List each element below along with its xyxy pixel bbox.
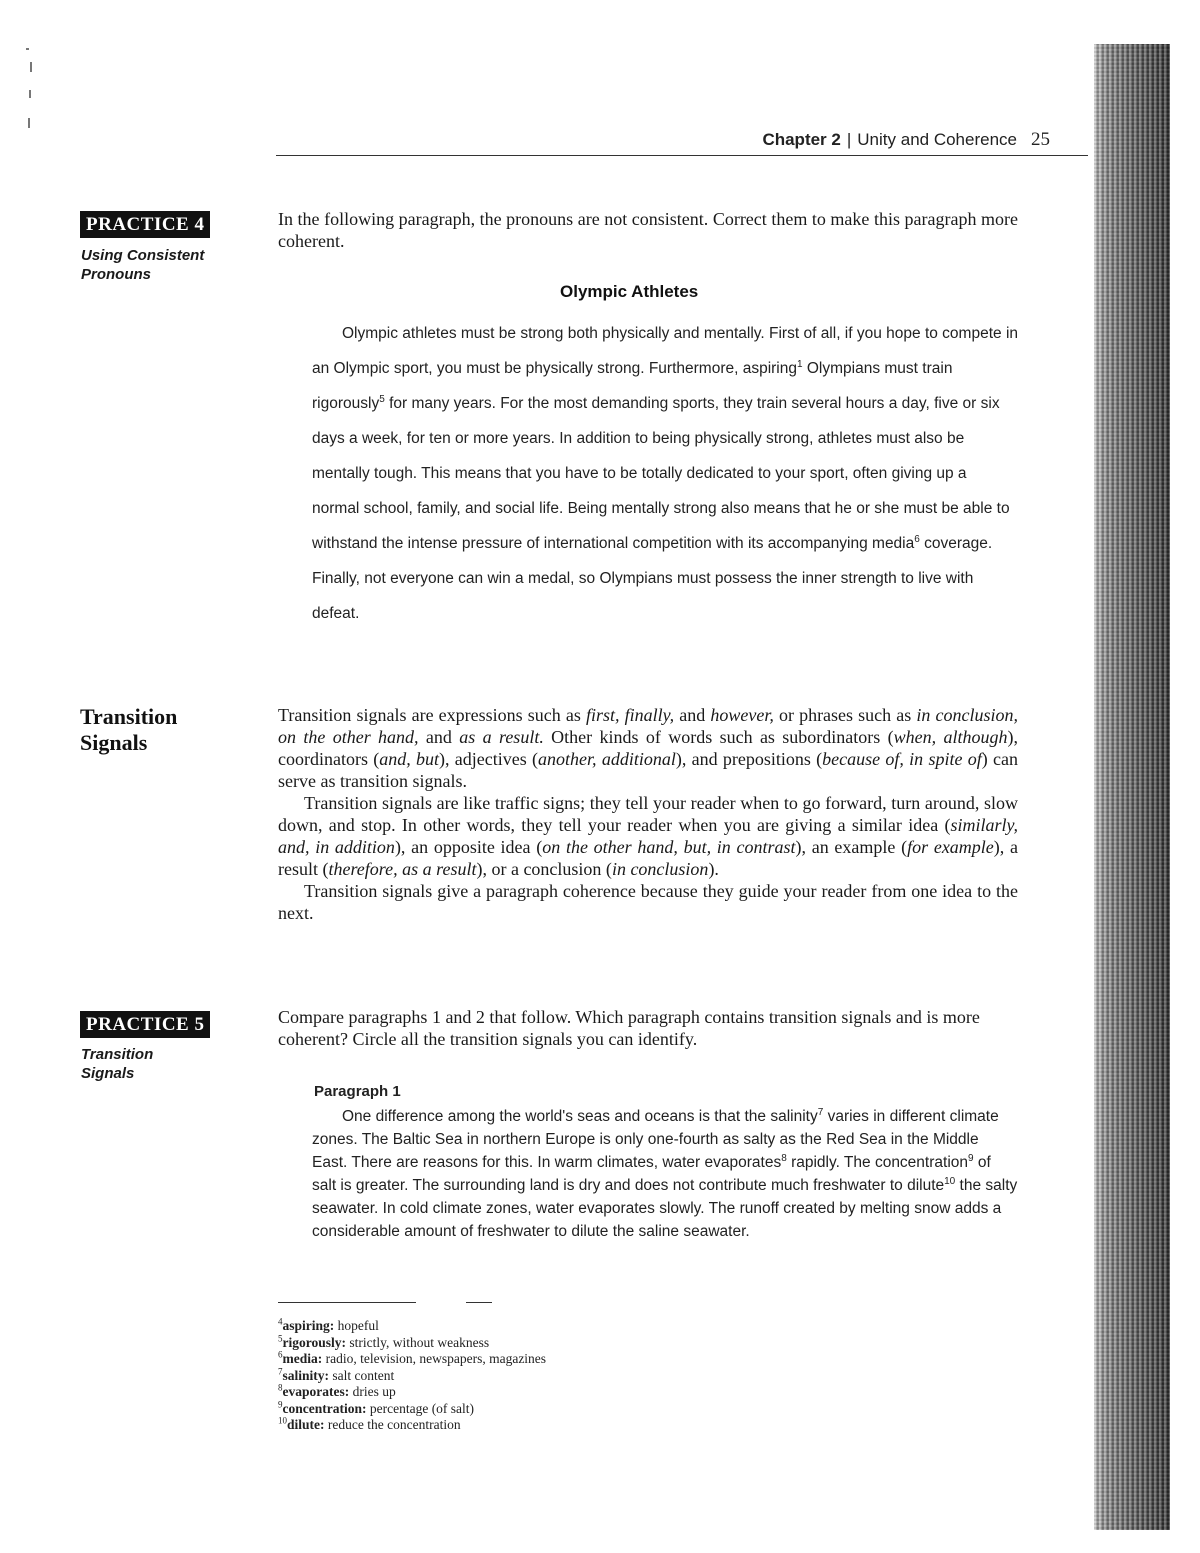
text-run: for many years. For the most demanding sports, they train several hours a day, five or six days a week, for ten or more years. In addition to being physically strong, athletes must also be mentally tough. This means that you have to be totally dedicated to your sport, often giving up a normal school, family, and social life. Being mentally strong also means that he or she must be able to withstand the intense pressure of international competition with its accompanying media (312, 395, 1010, 552)
italic-term: when, although (893, 727, 1008, 747)
text-run: Transition signals are expressions such as (278, 705, 586, 725)
footnote (278, 1417, 778, 1434)
practice-5-subtitle (81, 1045, 153, 1083)
chapter-label: Chapter 2 (762, 130, 841, 149)
text-run: Olympic athletes must be strong both physically and mentally. First of all, if you hope to compete in an Olympic sport, you must be physically strong. Furthermore, aspiring (312, 325, 1019, 377)
section-heading (80, 704, 177, 756)
paragraph-1-label: Paragraph 1 (314, 1083, 401, 1100)
footnote-term: rigorously: (282, 1334, 346, 1350)
practice-4-subtitle (81, 246, 204, 284)
footnote-number: 4 (278, 1316, 283, 1327)
footnote-definition: hopeful (334, 1318, 379, 1333)
essay-title: Olympic Athletes (560, 282, 699, 301)
text-run: ), adjectives ( (439, 749, 539, 769)
text-run: ), coordinators ( (278, 727, 1018, 769)
text-run: rapidly. The concentration (786, 1154, 969, 1171)
practice-4-badge: PRACTICE 4 (80, 211, 210, 238)
footnote (278, 1335, 778, 1352)
italic-term: on the other hand, but, in contrast (542, 837, 796, 857)
footnote-term: salinity: (282, 1367, 330, 1383)
italic-term: and, but (379, 749, 440, 769)
footnote (278, 1401, 778, 1418)
paragraph-1-text (312, 1105, 1018, 1243)
footnote-definition: percentage (of salt) (366, 1400, 475, 1416)
olympic-athletes-paragraph (312, 316, 1018, 631)
footnote-term: concentration: (282, 1400, 367, 1416)
italic-term: in conclusion (611, 859, 709, 879)
practice-5-instructions: Compare paragraphs 1 and 2 that follow. Which paragraph contains transition signals and is more coherent? Circle all the transition signals you can identify. (278, 1007, 980, 1049)
text-run: coverage. Finally, not everyone can win a medal, so Olympians must possess the inner strength to live with defeat. (312, 535, 993, 622)
text-run: ), and prepositions ( (675, 749, 823, 769)
footnote-ref: 5 (379, 393, 385, 405)
practice-4-subtitle-line2: Pronouns (81, 266, 151, 283)
footnote-definition: strictly, without weakness (346, 1334, 490, 1350)
practice-4-instructions: In the following paragraph, the pronouns are not consistent. Correct them to make this paragraph more coherent. (278, 209, 1018, 251)
page-number: 25 (1031, 129, 1050, 150)
footnote-number: 9 (278, 1399, 283, 1409)
practice-5-subtitle-line1: Transition (81, 1046, 154, 1063)
text-run: Transition signals are like traffic signs; they tell your reader when to go forward, turn around, slow down, and stop. In other words, they tell your reader when you are giving a similar idea ( (278, 793, 1018, 835)
header-separator: | (846, 130, 852, 149)
footnote-definition: salt content (329, 1367, 395, 1383)
practice-4-subtitle-line1: Using Consistent (81, 247, 205, 264)
footnote-ref: 6 (914, 533, 920, 545)
footnote-ref: 9 (968, 1152, 974, 1164)
footnote-term: dilute: (287, 1417, 325, 1432)
text-run: ) can serve as transition signals. (278, 749, 1018, 791)
text-run: or phrases such as (773, 705, 917, 725)
footnote-definition: radio, television, newspapers, magazines (322, 1351, 547, 1366)
footnote-term: media: (282, 1351, 323, 1366)
text-run: the salty seawater. In cold climate zones, water evaporates slowly. The runoff created by melting snow adds a considerable amount of freshwater to dilute the saline seawater. (312, 1177, 1018, 1240)
practice-5-badge: PRACTICE 5 (80, 1011, 210, 1038)
text-run: ), an example ( (795, 837, 908, 857)
footnotes (278, 1318, 778, 1434)
transition-paragraph (278, 704, 1018, 792)
text-run: of salt is greater. The surrounding land is dry and does not contribute much freshwater to dilute (312, 1154, 991, 1194)
footnote-ref: 10 (944, 1175, 956, 1187)
italic-term: in conclusion, on the other hand, (278, 705, 1018, 747)
footnote-ref: 7 (817, 1106, 824, 1118)
text-run: Transition signals give a paragraph coherence because they guide your reader from one idea to the next. (278, 881, 1018, 923)
footnote-number: 7 (278, 1366, 283, 1376)
italic-term: because of, in spite of (822, 749, 982, 769)
chapter-title: Unity and Coherence (857, 130, 1017, 149)
text-run: varies in different climate zones. The Baltic Sea in northern Europe is only one-fourth as salty as the Red Sea in the Middle East. There are reasons for this. In warm climates, water evaporates (312, 1108, 999, 1171)
practice-5-subtitle-line2: Signals (81, 1065, 135, 1082)
footnote-rule (278, 1302, 416, 1303)
footnote-term: evaporates: (282, 1384, 350, 1399)
footnote-definition: reduce the concentration (324, 1417, 461, 1432)
scan-speck (30, 62, 32, 72)
text-run: ), or a conclusion ( (476, 859, 612, 879)
italic-term: similarly, and, in addition (278, 815, 1018, 857)
transition-paragraph (278, 880, 1018, 924)
footnote-definition: dries up (349, 1384, 396, 1399)
scan-speck (26, 48, 29, 50)
header-rule (276, 155, 1088, 156)
text-run: ), an opposite idea ( (394, 837, 543, 857)
footnote (278, 1384, 778, 1401)
footnote (278, 1351, 778, 1368)
italic-term: another, additional (538, 749, 676, 769)
text-run: One difference among the world's seas and oceans is that the salinity (342, 1108, 818, 1125)
text-run: and (674, 705, 711, 725)
footnote (278, 1368, 778, 1385)
text-run: and (418, 727, 460, 747)
italic-term: however, (710, 705, 774, 725)
footnote-number: 8 (278, 1382, 283, 1393)
scanned-page-edge (1094, 44, 1170, 1530)
section-heading-line1: Transition (80, 704, 178, 729)
scan-speck (29, 90, 31, 98)
text-run: ). (708, 859, 719, 879)
footnote-rule-fragment (466, 1302, 492, 1303)
text-run: Olympians must train rigorously (312, 360, 953, 412)
text-run: Other kinds of words such as subordinators ( (543, 727, 894, 747)
section-heading-line2: Signals (80, 730, 148, 755)
italic-term: as a result. (459, 727, 544, 747)
transition-paragraph (278, 792, 1018, 880)
footnote-number: 6 (278, 1349, 283, 1360)
text-run: ), a result ( (278, 837, 1018, 879)
italic-term: for example (907, 837, 994, 857)
italic-term: therefore, as a result (328, 859, 477, 879)
transition-signals-text (278, 704, 1018, 924)
italic-term: first, finally, (586, 705, 675, 725)
running-header (640, 129, 1050, 151)
footnote-number: 10 (278, 1415, 287, 1426)
scan-speck (28, 118, 30, 128)
footnote (278, 1318, 778, 1335)
footnote-number: 5 (278, 1333, 283, 1343)
footnote-term: aspiring: (282, 1318, 335, 1333)
footnote-ref: 8 (781, 1152, 787, 1164)
footnote-ref: 1 (797, 358, 803, 370)
